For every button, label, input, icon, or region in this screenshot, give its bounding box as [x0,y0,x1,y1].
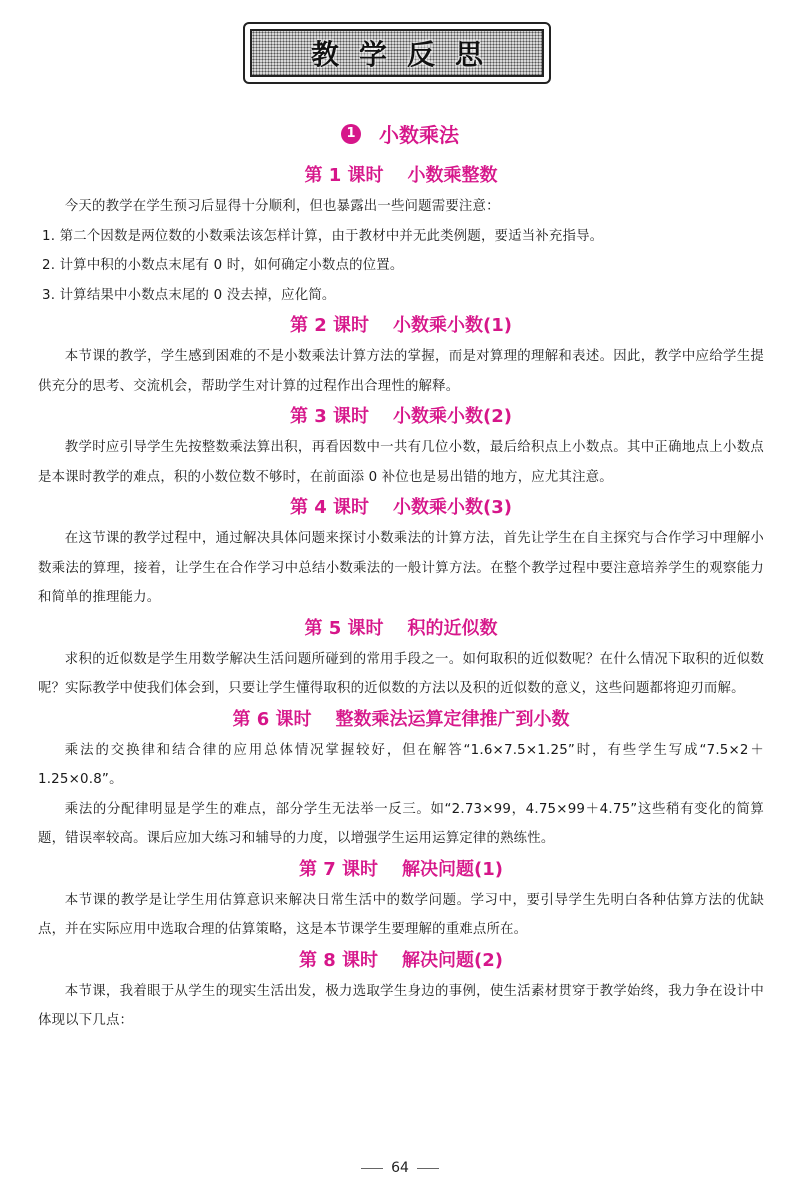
page-title: 教学反思 [310,38,503,71]
list-item: 2. 计算中积的小数点末尾有 0 时，如何确定小数点的位置。 [42,258,404,273]
lesson-heading [38,160,764,192]
chapter-heading [0,119,800,148]
lesson-number: 第 4 课时 [289,497,370,518]
paragraph: 乘法的交换律和结合律的应用总体情况掌握较好，但在解答“1.6×7.5×1.25”时，有些学生写成“7.5×2＋1.25×0.8”。 [38,742,764,787]
lesson-title: 整数乘法运算定律推广到小数 [335,708,570,730]
lesson-heading [38,854,764,886]
main-content [38,160,764,1036]
paragraph: 本节课，我着眼于从学生的现实生活出发，极力选取学生身边的事例，使生活素材贯穿于教学始终，我力争在设计中体现以下几点： [38,983,764,1028]
lesson-title: 小数乘小数(2) [393,406,513,427]
lesson-number: 第 6 课时 [232,708,312,730]
lesson-heading [38,492,764,524]
lesson-number: 第 8 课时 [298,949,379,971]
lesson-title: 小数乘小数(3) [393,497,513,518]
paragraph: 在这节课的教学过程中，通过解决具体问题来探讨小数乘法的计算方法，首先让学生在自主探究与合作学习中理解小数乘法的算理，接着，让学生在合作学习中总结小数乘法的一般计算方法。在整个教学过程中要注意培养学生的观察能力和简单的推理能力。 [38,531,764,605]
lesson-number: 第 5 课时 [304,617,384,639]
paragraph: 教学时应引导学生先按整数乘法算出积，再看因数中一共有几位小数，最后给积点上小数点。其中正确地点上小数点是本课时教学的难点，积的小数位数不够时，在前面添 0 补位也是易出错的地方，应尤其注意。 [38,440,764,485]
lesson-title: 解决问题(2) [402,949,504,971]
lesson-heading [38,613,764,645]
lesson-number: 第 2 课时 [289,315,370,336]
lesson-heading [38,401,764,433]
paragraph: 今天的教学在学生预习后显得十分顺利，但也暴露出一些问题需要注意： [64,199,500,214]
lesson-title: 小数乘整数 [407,165,498,186]
lesson-heading [38,310,764,342]
list-item: 1. 第二个因数是两位数的小数乘法该怎样计算，由于教材中并无此类例题，要适当补充指导。 [42,228,604,244]
lesson-title: 解决问题(1) [402,858,504,880]
paragraph: 本节课的教学，学生感到困难的不是小数乘法计算方法的掌握，而是对算理的理解和表述。因此，教学中应给学生提供充分的思考、交流机会，帮助学生对计算的过程作出合理性的解释。 [38,349,764,394]
paragraph: 求积的近似数是学生用数学解决生活问题所碰到的常用手段之一。如何取积的近似数呢？在什么情况下取积的近似数呢？实际教学中使我们体会到，只要让学生懂得取积的近似数的方法以及积的近似数的意义，这些问题都将迎刃而解。 [38,651,764,696]
lesson-number: 第 3 课时 [289,406,370,427]
footer-dash-right [417,1168,439,1169]
chapter-number-badge: 1 [341,124,361,144]
lesson-title: 小数乘小数(1) [393,315,513,336]
chapter-title: 小数乘法 [379,123,459,147]
lesson-number: 第 1 课时 [304,165,384,186]
list-item: 3. 计算结果中小数点末尾的 0 没去掉，应化简。 [42,287,336,303]
paragraph: 本节课的教学是让学生用估算意识来解决日常生活中的数学问题。学习中，要引导学生先明白各种估算方法的优缺点，并在实际应用中选取合理的估算策略，这是本节课学生要理解的重难点所在。 [38,892,764,937]
header-banner-inner [250,29,544,77]
lesson-number: 第 7 课时 [298,858,379,880]
lesson-heading [38,704,764,736]
page-footer [0,1160,800,1176]
paragraph: 乘法的分配律明显是学生的难点，部分学生无法举一反三。如“2.73×99，4.75×99＋4.75”这些稍有变化的简算题，错误率较高。课后应加大练习和辅导的力度，以增强学生运用运算定律的熟练性。 [38,801,764,846]
lesson-title: 积的近似数 [407,617,498,639]
footer-dash-left [361,1168,383,1169]
lesson-heading [38,945,764,977]
page-number: 64 [391,1160,409,1176]
header-banner [243,22,551,84]
